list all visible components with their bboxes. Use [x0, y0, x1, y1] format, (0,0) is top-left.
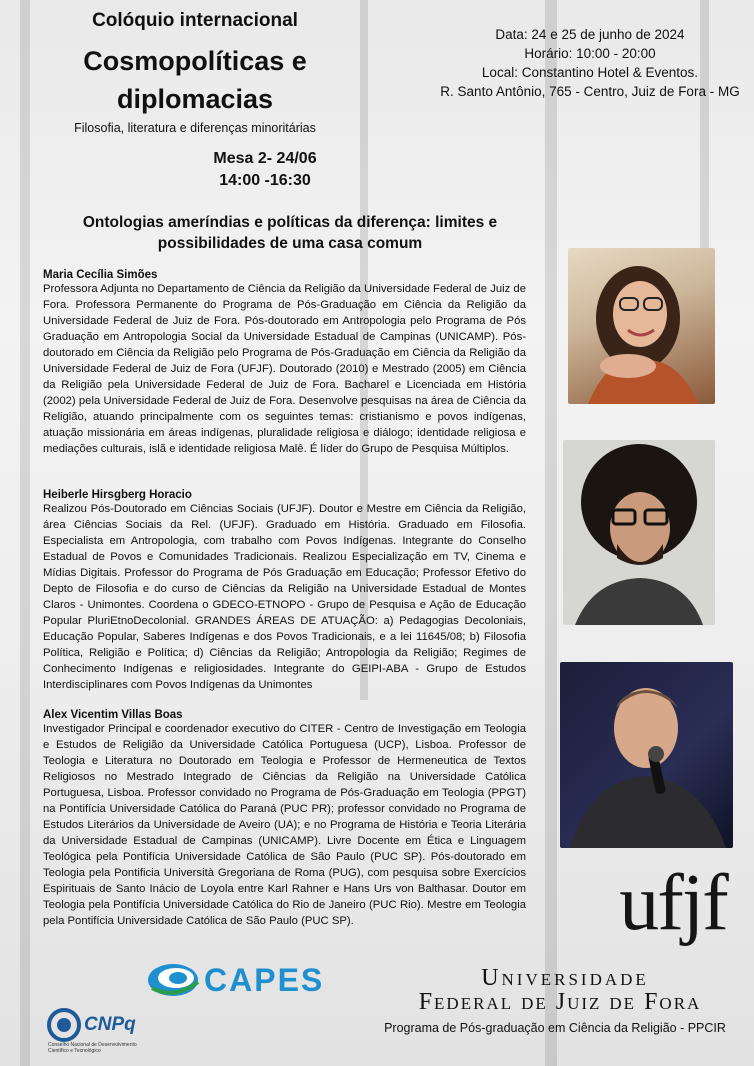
- event-address: R. Santo Antônio, 765 - Centro, Juiz de Fora - MG: [440, 84, 740, 99]
- capes-swoosh-icon: [146, 960, 200, 1000]
- event-type: Colóquio internacional: [92, 10, 298, 31]
- portrait-woman-icon: [568, 248, 715, 404]
- speaker-bio: Realizou Pós-Doutorado em Ciências Sociais (UFJF). Doutor e Mestre em Ciência da Religião, área Ciências Sociais da Rel. (UFJF). Graduado em História. Graduado em Filosofia. Especialista em Antropologia, com trabalho com Povos Indígenas. Integrante do Conselho Estadual de Povos e Comunidades Tradicionais. Realizou Especialização em TV, Cinema e Mídias Digitais. Professor do Programa de Pós Graduação em Educação; Professor Efetivo do Depto de Filosofia e do curso de Ciências da Religião na Universidade Estadual de Montes Claros - Unimontes. Coordena o GDECO-ETNOPO - Grupo de Pesquisa e Ação de Educação Popular PluriEtnoDecolonial. GRANDES ÁREAS DE ATUAÇÃO: a) Pedagogias Decoloniais, Educação Popular, Saberes Indígenas e dos Povos Tradicionais, e a lei 11645/08; b) Filosofia Política, Religião e Política; d) Ciências da Religião; Antropologia da Religião; Regimes de Conhecimento Indígenas e religiosidades. Integrante do GEIPI-ABA - Grupo de Estudos Interdisciplinares com Povos Indígenas da Unimontes: [43, 503, 526, 691]
- speaker-name: Alex Vicentim Villas Boas: [43, 709, 183, 721]
- talk-title-line2: possibilidades de uma casa comum: [157, 235, 423, 252]
- speaker-photo-2: [563, 440, 715, 625]
- portrait-man-microphone-icon: [560, 662, 733, 848]
- session-label: Mesa 2- 24/06: [213, 150, 317, 167]
- portrait-man-curly-hair-icon: [563, 440, 715, 625]
- capes-wordmark: CAPES: [204, 962, 325, 998]
- ufjf-name-line2: Federal de Juiz de Fora: [418, 989, 702, 1015]
- event-date: Data: 24 e 25 de junho de 2024: [495, 27, 685, 42]
- event-title-line1: Cosmopolíticas e: [83, 46, 307, 76]
- speaker-name: Heiberle Hirsgberg Horacio: [43, 489, 192, 501]
- event-info: [430, 25, 750, 101]
- program-name: Programa de Pós-graduação em Ciência da Religião - PPCIR: [384, 1021, 726, 1035]
- background-tree-1: [20, 0, 30, 1066]
- speaker-photo-3: [560, 662, 733, 848]
- event-hours: Horário: 10:00 - 20:00: [524, 46, 656, 61]
- speaker-name: Maria Cecília Simões: [43, 269, 158, 281]
- event-title: [50, 42, 340, 118]
- cnpq-caption: Conselho Nacional de Desenvolvimento Científico e Tecnológico: [48, 1042, 137, 1054]
- session-block: [200, 148, 330, 192]
- speaker-block-1: [43, 269, 526, 457]
- ufjf-logo-mark: ufjf: [619, 859, 727, 947]
- speaker-bio: Professora Adjunta no Departamento de Ciência da Religião da Universidade Federal de Juiz de Fora. Professora Permanente do Programa de Pós-Graduação em Ciência da Religião da Universidade Federal de Juiz de Fora. Pós-doutorado em Antropologia pelo Programa de Pós Graduação em Antropologia Social da Universidade Estadual de Campinas (UNICAMP). Pós-doutorado em Ciência da Religião pelo Programa de Pós-Graduação em Ciência da Religião da Universidade Federal de Juiz de Fora (UFJF). Doutorado (2010) e Mestrado (2005) em Ciência da Religião pela Universidade Federal de Juiz de Fora. Bacharel e Licenciada em História (2002) pela Universidade Federal de Juiz de Fora. Desenvolve pesquisas na área de Ciência da Religião, atuando principalmente com os seguintes temas: cristianismo e povos indígenas, atuação missionária em áreas indígenas, pluralidade religiosa e diálogo; identidade religiosa e mediações culturais, islã e identidade religiosa Malê. É líder do Grupo de Pesquisa Múltiplos.: [43, 283, 526, 455]
- speaker-bio: Investigador Principal e coordenador executivo do CITER - Centro de Investigação em Teologia e Estudos de Religião da Universidade Católica Portuguesa (UCP), Lisboa. Professor de Teologia e Literatura no Doutorado em Teologia e Professor de Hermeneutica de Textos Religiosos no Mestrado Integrado de Ciências da Religião na Universidade Católica Portuguesa, Lisboa. Professor convidado no Programa de Pós-Graduação em Teologia (PPGT) na Pontifícia Universidade Católica do Paraná (PUC PR); professor convidado no Programa de Estudos Literários da Universidade de Aveiro (UA); e no Programa de História e Teoria Literária da Universidade Estadual de Campinas (UNICAMP). Livre Docente em Ética e Linguagem Teológica pela Pontifícia Universidade Católica de São Paulo (PUC SP). Pós-doutorado em Teologia pela Pontificia Università Gregoriana de Roma (PUG), com pesquisa sobre Exercícios Espirituais de Santo Inácio de Loyola entre Karl Rahner e Hans Urs von Balthasar. Doutor em Teologia pela Pontifícia Universidade Católica do Rio de Janeiro (PUC Rio). Mestre em Teologia pela Pontifícia Universidade Católica de São Paulo (PUC SP).: [43, 723, 526, 927]
- background-tree-3: [545, 0, 557, 1066]
- session-time: 14:00 -16:30: [219, 172, 311, 189]
- speaker-photo-1: [568, 248, 715, 404]
- capes-logo: [146, 960, 200, 1005]
- speaker-block-2: [43, 489, 526, 693]
- speaker-block-3: [43, 709, 526, 929]
- cnpq-emblem-icon: [46, 1008, 82, 1042]
- talk-title: [40, 212, 540, 254]
- talk-title-line1: Ontologias ameríndias e políticas da diferença: limites e: [82, 214, 498, 231]
- event-title-line2: diplomacias: [116, 84, 274, 114]
- ufjf-name-line1: Universidade: [481, 965, 649, 991]
- cnpq-wordmark: CNPq: [84, 1014, 136, 1035]
- event-subtitle: Filosofia, literatura e diferenças minoritárias: [74, 121, 316, 135]
- event-venue: Local: Constantino Hotel & Eventos.: [481, 65, 699, 80]
